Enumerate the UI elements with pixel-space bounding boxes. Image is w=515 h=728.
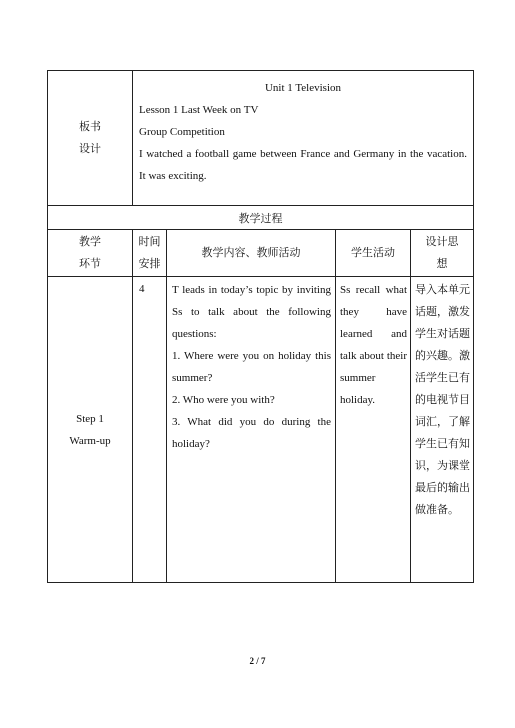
header-design <box>411 230 474 277</box>
step-cell <box>48 277 133 583</box>
question-3: 3. What did you do during the holiday? <box>172 416 331 450</box>
step-name: Warm-up <box>69 434 111 447</box>
header-stage-line2: 环节 <box>79 258 101 270</box>
design-thought-cell: 导入本单元话题，激发学生对话题的兴趣。激活学生已有的电视节目词汇，了解学生已有知识，为课堂最后的输出做准备。 <box>411 277 474 583</box>
header-stage <box>48 230 133 277</box>
teaching-process-table <box>47 205 474 583</box>
board-lesson-title: Lesson 1 Last Week on TV <box>139 104 259 116</box>
board-design-label <box>48 71 133 206</box>
content-intro: T leads in today’s topic by inviting Ss to talk about the following questions: <box>172 284 331 340</box>
table-row <box>48 277 474 583</box>
process-title: 教学过程 <box>48 206 474 230</box>
board-label-line1: 板书 <box>79 121 101 133</box>
board-design-table <box>47 70 474 206</box>
content-cell <box>167 277 336 583</box>
board-design-content <box>133 71 474 206</box>
time-cell: 4 <box>133 277 167 583</box>
board-label-line2: 设计 <box>79 143 101 155</box>
header-design-line2: 想 <box>436 258 448 270</box>
page-number: 2 / 7 <box>249 656 266 666</box>
header-time-line1: 时间 <box>138 236 161 248</box>
header-student: 学生活动 <box>336 230 411 277</box>
question-1: 1. Where were you on holiday this summer? <box>172 350 331 384</box>
board-example-sentence: I watched a football game between France and Germany in the vacation. It was exciting. <box>139 148 467 182</box>
header-design-line1: 设计思 <box>425 236 459 248</box>
header-stage-line1: 教学 <box>79 236 101 248</box>
board-activity: Group Competition <box>139 126 225 138</box>
header-time-line2: 安排 <box>138 258 161 270</box>
board-unit-title: Unit 1 Television <box>264 82 342 94</box>
header-content: 教学内容、教师活动 <box>167 230 336 277</box>
step-number: Step 1 <box>76 412 104 425</box>
student-activity-cell: Ss recall what they have learned and talk about their summer holiday. <box>336 277 411 583</box>
header-time <box>133 230 167 277</box>
question-2: 2. Who were you with? <box>172 394 275 406</box>
